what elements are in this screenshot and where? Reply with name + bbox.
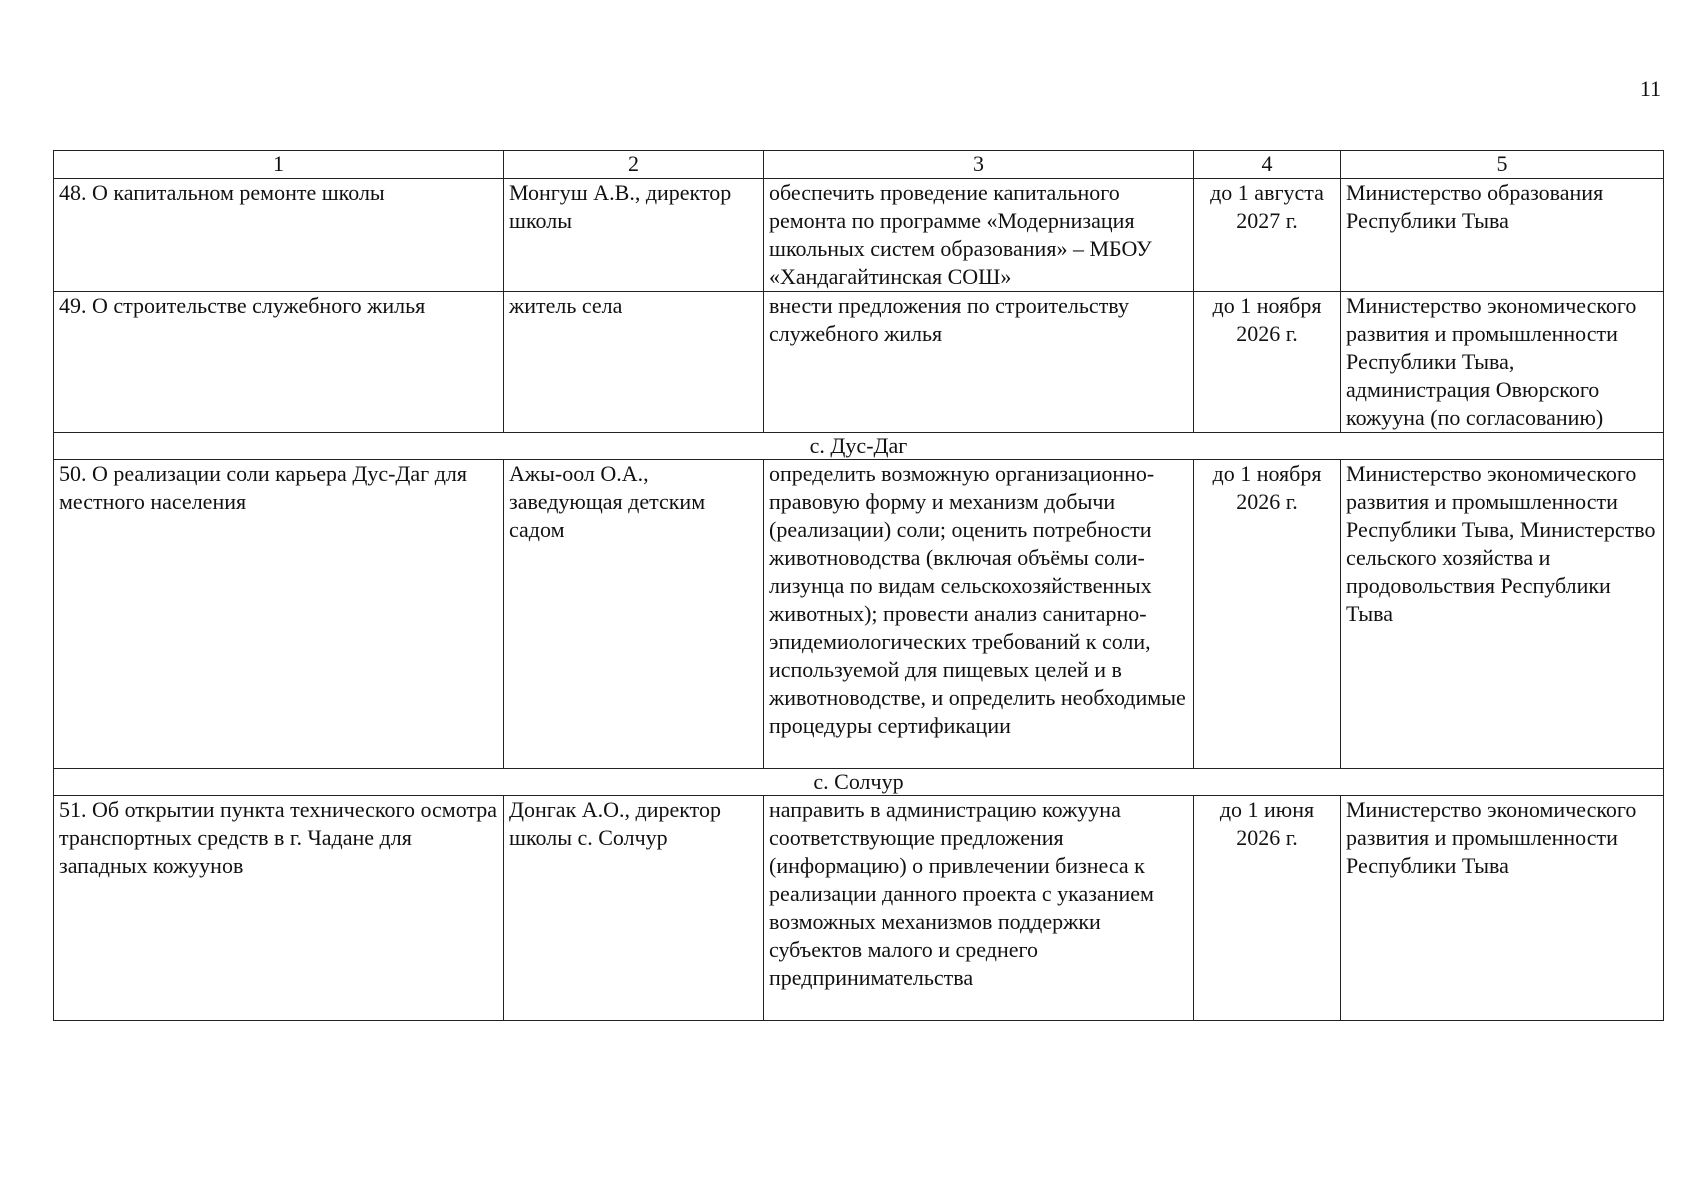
action-cell: обеспечить проведение капитального ремонта по программе «Модернизация школьных систем образования» – МБОУ «Хандагайтинская СОШ» [764, 179, 1194, 292]
section-row [54, 433, 1664, 460]
issue-cell: 50. О реализации соли карьера Дус-Даг для местного населения [54, 460, 504, 769]
column-header: 4 [1194, 151, 1341, 179]
section-heading-dus-dag: с. Дус-Даг [54, 433, 1664, 460]
applicant-cell: Ажы-оол О.А., заведующая детским садом [504, 460, 764, 769]
section-heading-solchur: с. Солчур [54, 769, 1664, 796]
responsible-cell: Министерство экономического развития и промышленности Республики Тыва, Министерство сельского хозяйства и продовольствия Республики Тыва [1341, 460, 1664, 769]
action-cell: внести предложения по строительству служебного жилья [764, 292, 1194, 433]
deadline-cell: до 1 ноября 2026 г. [1194, 460, 1341, 769]
responsible-cell: Министерство образования Республики Тыва [1341, 179, 1664, 292]
column-header: 5 [1341, 151, 1664, 179]
responsible-cell: Министерство экономического развития и промышленности Республики Тыва [1341, 796, 1664, 1021]
table-row [54, 460, 1664, 769]
table-row [54, 292, 1664, 433]
applicant-cell: Монгуш А.В., директор школы [504, 179, 764, 292]
issue-cell: 51. Об открытии пункта технического осмотра транспортных средств в г. Чадане для западных кожуунов [54, 796, 504, 1021]
responsible-cell: Министерство экономического развития и промышленности Республики Тыва, администрация Овюрского кожууна (по согласованию) [1341, 292, 1664, 433]
applicant-cell: Донгак А.О., директор школы с. Солчур [504, 796, 764, 1021]
action-cell: направить в администрацию кожууна соответствующие предложения (информацию) о привлечении бизнеса к реализации данного проекта с указанием возможных механизмов поддержки субъектов малого и среднего предпринимательства [764, 796, 1194, 1021]
issue-cell: 48. О капитальном ремонте школы [54, 179, 504, 292]
deadline-cell: до 1 августа 2027 г. [1194, 179, 1341, 292]
page-number: 11 [1639, 76, 1661, 101]
column-header: 2 [504, 151, 764, 179]
action-cell: определить возможную организационно-правовую форму и механизм добычи (реализации) соли; оценить потребности животноводства (включая объёмы соли-лизунца по видам сельскохозяйственных животных); провести анализ санитарно-эпидемиологических требований к соли, используемой для пищевых целей и в животноводстве, и определить необходимые процедуры сертификации [764, 460, 1194, 769]
section-row [54, 769, 1664, 796]
table-row [54, 796, 1664, 1021]
deadline-cell: до 1 ноября 2026 г. [1194, 292, 1341, 433]
column-header: 3 [764, 151, 1194, 179]
measures-table [53, 150, 1664, 1021]
applicant-cell: житель села [504, 292, 764, 433]
issue-cell: 49. О строительстве служебного жилья [54, 292, 504, 433]
table-header-row [54, 151, 1664, 179]
deadline-cell: до 1 июня 2026 г. [1194, 796, 1341, 1021]
column-header: 1 [54, 151, 504, 179]
table-row [54, 179, 1664, 292]
